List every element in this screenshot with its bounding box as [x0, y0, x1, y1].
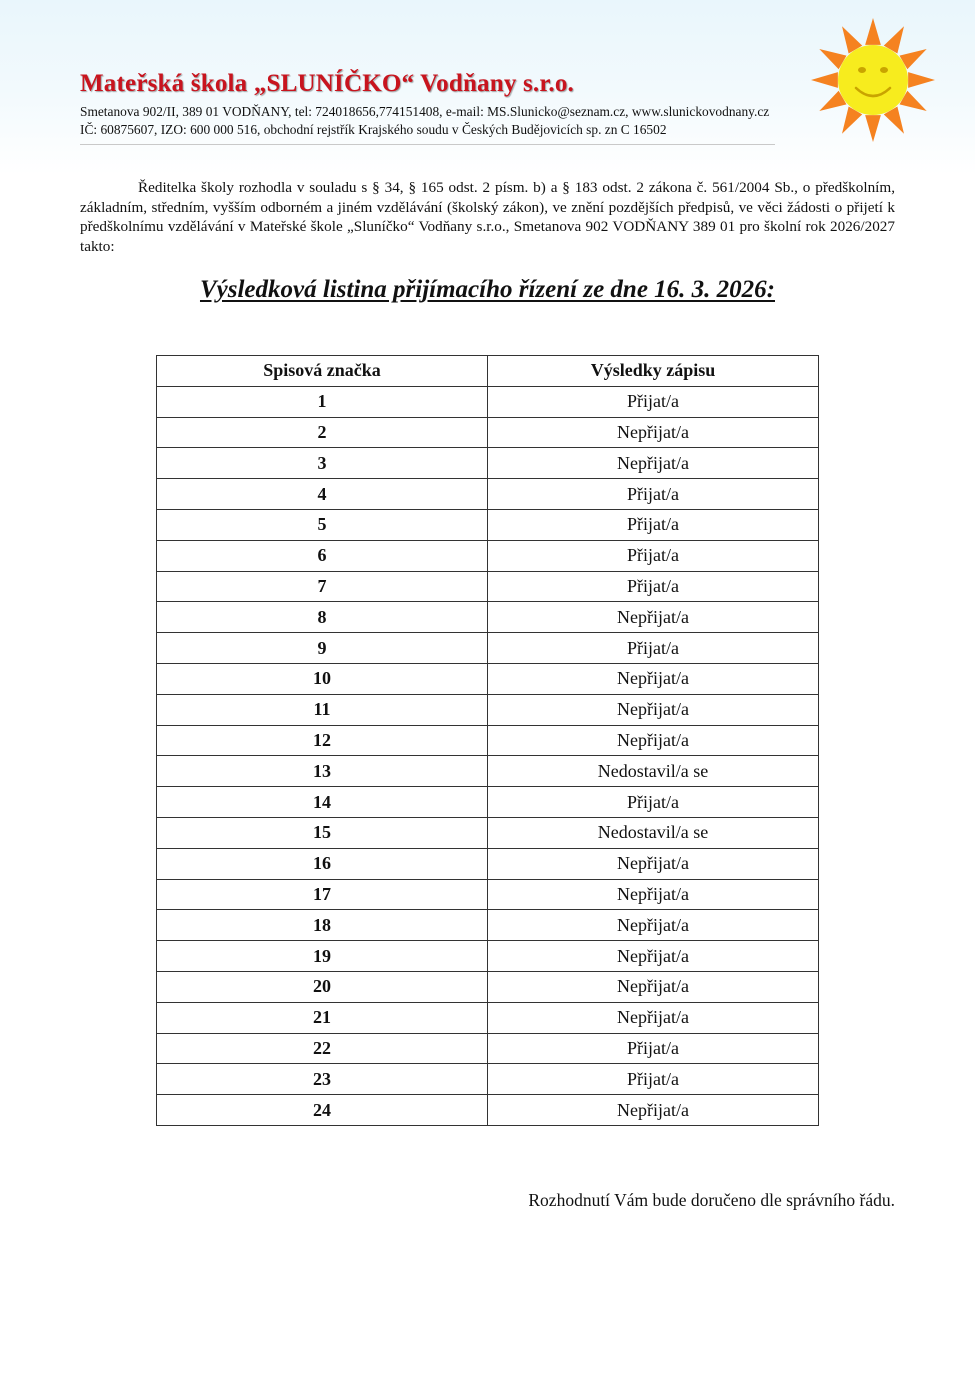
result-title: Výsledková listina přijímacího řízení ze dne 16. 3. 2026:: [199, 276, 775, 303]
table-row: [157, 1033, 819, 1064]
file-number-cell: 1: [157, 386, 488, 417]
table-row: [157, 756, 819, 787]
result-cell: Nepřijat/a: [488, 1002, 819, 1033]
result-cell: Přijat/a: [488, 386, 819, 417]
table-header-row: [157, 356, 819, 387]
result-cell: Přijat/a: [488, 540, 819, 571]
school-name: Mateřská škola „SLUNÍČKO“ Vodňany s.r.o.: [80, 70, 574, 97]
result-cell: Nepřijat/a: [488, 941, 819, 972]
sun-icon: [808, 18, 938, 148]
contact-line-address: Smetanova 902/II, 389 01 VODŇANY, tel: 724018656,774151408, e-mail: MS.Slunicko@seznam.cz, www.slunickovodnany.cz: [80, 104, 770, 119]
file-number-cell: 12: [157, 725, 488, 756]
file-number-cell: 11: [157, 694, 488, 725]
file-number-cell: 10: [157, 663, 488, 694]
results-table: [156, 355, 819, 1126]
file-number-cell: 22: [157, 1033, 488, 1064]
intro-paragraph: Ředitelka školy rozhodla v souladu s § 34, § 165 odst. 2 písm. b) a § 183 odst. 2 zákona č. 561/2004 Sb., o předškolním, základním, středním, vyšším odborném a jiném vzdělávání (školský zákon), ve znění pozdějších předpisů, ve věci žádosti o přijetí k předškolnímu vzdělávání v Mateřské škole „Sluníčko“ Vodňany s.r.o., Smetanova 902 VODŇANY 389 01 pro školní rok 2026/2027 takto:: [80, 179, 895, 255]
table-row: [157, 910, 819, 941]
result-cell: Nepřijat/a: [488, 725, 819, 756]
file-number-cell: 17: [157, 879, 488, 910]
contact-line-registry: IČ: 60875607, IZO: 600 000 516, obchodní rejstřík Krajského soudu v Českých Budějovicích sp. zn C 16502: [80, 122, 667, 137]
table-row: [157, 848, 819, 879]
result-cell: Nepřijat/a: [488, 879, 819, 910]
table-row: [157, 386, 819, 417]
result-cell: Přijat/a: [488, 571, 819, 602]
table-row: [157, 941, 819, 972]
result-cell: Přijat/a: [488, 479, 819, 510]
table-row: [157, 1095, 819, 1126]
file-number-cell: 5: [157, 509, 488, 540]
table-row: [157, 971, 819, 1002]
result-cell: Přijat/a: [488, 509, 819, 540]
file-number-cell: 23: [157, 1064, 488, 1095]
table-row: [157, 725, 819, 756]
file-number-cell: 8: [157, 602, 488, 633]
table-row: [157, 417, 819, 448]
result-cell: Nepřijat/a: [488, 663, 819, 694]
result-cell: Nedostavil/a se: [488, 756, 819, 787]
table-row: [157, 879, 819, 910]
result-cell: Nepřijat/a: [488, 694, 819, 725]
file-number-cell: 7: [157, 571, 488, 602]
file-number-cell: 21: [157, 1002, 488, 1033]
result-cell: Nepřijat/a: [488, 848, 819, 879]
table-row: [157, 571, 819, 602]
sun-ray: [865, 115, 881, 142]
result-cell: Nepřijat/a: [488, 417, 819, 448]
file-number-cell: 19: [157, 941, 488, 972]
column-header-file-number: Spisová značka: [157, 356, 488, 387]
file-number-cell: 24: [157, 1095, 488, 1126]
file-number-cell: 3: [157, 448, 488, 479]
result-cell: Přijat/a: [488, 1033, 819, 1064]
file-number-cell: 13: [157, 756, 488, 787]
table-row: [157, 1002, 819, 1033]
result-cell: Přijat/a: [488, 633, 819, 664]
table-row: [157, 694, 819, 725]
table-row: [157, 479, 819, 510]
result-cell: Přijat/a: [488, 787, 819, 818]
file-number-cell: 4: [157, 479, 488, 510]
sun-ray: [811, 72, 838, 88]
file-number-cell: 18: [157, 910, 488, 941]
sun-ray: [865, 18, 881, 45]
footer-note: Rozhodnutí Vám bude doručeno dle správního řádu.: [528, 1190, 895, 1210]
file-number-cell: 15: [157, 817, 488, 848]
file-number-cell: 9: [157, 633, 488, 664]
table-row: [157, 663, 819, 694]
file-number-cell: 14: [157, 787, 488, 818]
result-cell: Nepřijat/a: [488, 1095, 819, 1126]
result-cell: Nepřijat/a: [488, 910, 819, 941]
file-number-cell: 6: [157, 540, 488, 571]
table-row: [157, 509, 819, 540]
header-divider: [80, 144, 775, 145]
result-cell: Nepřijat/a: [488, 448, 819, 479]
table-row: [157, 633, 819, 664]
table-row: [157, 787, 819, 818]
table-row: [157, 817, 819, 848]
file-number-cell: 16: [157, 848, 488, 879]
file-number-cell: 2: [157, 417, 488, 448]
result-cell: Nedostavil/a se: [488, 817, 819, 848]
result-cell: Nepřijat/a: [488, 602, 819, 633]
table-row: [157, 448, 819, 479]
file-number-cell: 20: [157, 971, 488, 1002]
result-cell: Nepřijat/a: [488, 971, 819, 1002]
column-header-result: Výsledky zápisu: [488, 356, 819, 387]
result-cell: Přijat/a: [488, 1064, 819, 1095]
sun-ray: [908, 72, 935, 88]
table-row: [157, 540, 819, 571]
table-row: [157, 1064, 819, 1095]
table-row: [157, 602, 819, 633]
